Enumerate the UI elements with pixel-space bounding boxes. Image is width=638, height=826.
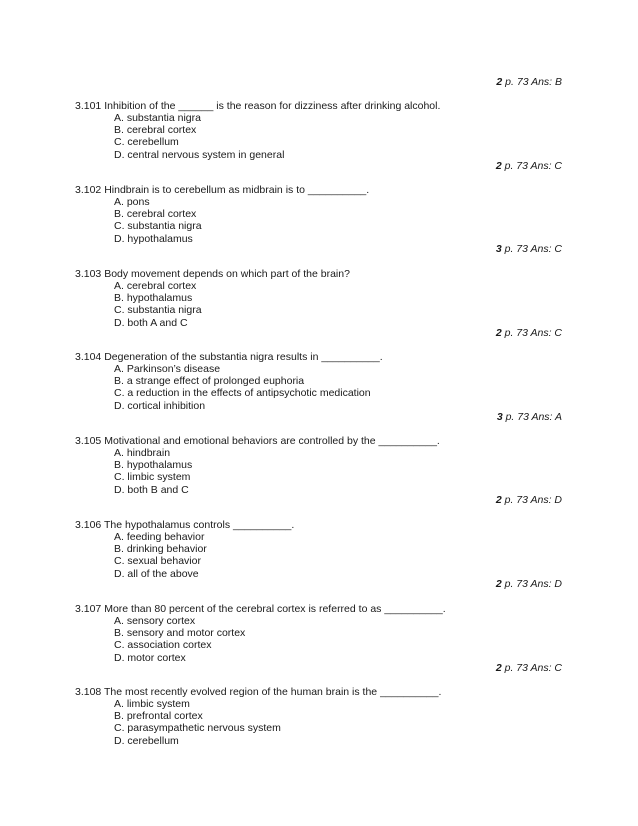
page-answer: p. 73 Ans: C (501, 662, 562, 674)
choice-list (114, 531, 555, 580)
choice-c: C. parasympathetic nervous system (114, 722, 281, 735)
choice-list (114, 363, 555, 412)
question-3-106 (75, 519, 555, 580)
question-stem: 3.102 Hindbrain is to cerebellum as midbrain is to __________. (75, 184, 370, 196)
choice-d: D. cerebellum (114, 734, 179, 747)
answer-meta (496, 327, 562, 339)
choice-b: B. hypothalamus (114, 292, 193, 305)
choice-d: D. hypothalamus (114, 232, 193, 245)
choice-d: D. all of the above (114, 567, 199, 580)
choice-b: B. prefrontal cortex (114, 710, 203, 723)
choice-list (114, 112, 555, 161)
question-stem: 3.106 The hypothalamus controls __________. (75, 519, 295, 531)
choice-c: C. substantia nigra (114, 220, 202, 233)
page-answer: p. 73 Ans: C (501, 327, 562, 339)
question-3-104 (75, 351, 555, 412)
choice-a: A. limbic system (114, 698, 190, 710)
answer-meta (496, 662, 562, 674)
difficulty: 2 (495, 327, 502, 339)
answer-meta (496, 160, 562, 172)
answer-meta (496, 494, 562, 506)
choice-a: A. pons (114, 196, 150, 208)
choice-d: D. central nervous system in general (114, 148, 285, 161)
question-stem: 3.108 The most recently evolved region of the human brain is the __________. (75, 686, 442, 698)
difficulty: 3 (495, 243, 502, 255)
choice-list (114, 698, 555, 747)
choice-a: A. substantia nigra (114, 112, 201, 124)
choice-a: A. Parkinson’s disease (114, 363, 221, 375)
page-answer: p. 73 Ans: D (501, 494, 562, 506)
page-answer: p. 73 Ans: C (501, 243, 562, 255)
difficulty: 3 (496, 411, 503, 423)
choice-a: A. sensory cortex (114, 615, 196, 627)
question-3-105 (75, 435, 555, 496)
question-stem: 3.103 Body movement depends on which part of the brain? (75, 268, 350, 280)
question-stem: 3.107 More than 80 percent of the cerebral cortex is referred to as __________. (75, 603, 446, 615)
answer-meta (496, 76, 562, 88)
question-3-103 (75, 268, 555, 329)
question-3-102 (75, 184, 555, 245)
question-stem: 3.104 Degeneration of the substantia nigra results in __________. (75, 351, 383, 363)
choice-b: B. cerebral cortex (114, 208, 197, 221)
page-answer: p. 73 Ans: C (501, 160, 562, 172)
choice-a: A. cerebral cortex (114, 280, 197, 292)
choice-d: D. both B and C (114, 483, 189, 496)
choice-d: D. motor cortex (114, 651, 186, 664)
choice-b: B. sensory and motor cortex (114, 627, 246, 640)
difficulty: 2 (496, 76, 503, 88)
choice-c: C. sexual behavior (114, 555, 201, 568)
question-3-101 (75, 100, 555, 161)
choice-d: D. both A and C (114, 316, 188, 329)
choice-c: C. cerebellum (114, 136, 179, 149)
difficulty: 2 (495, 662, 502, 674)
choice-a: A. hindbrain (114, 447, 171, 459)
page-answer: p. 73 Ans: B (502, 76, 562, 88)
answer-meta (496, 243, 562, 255)
choice-c: C. a reduction in the effects of antipsychotic medication (114, 387, 371, 400)
page-answer: p. 73 Ans: D (501, 578, 562, 590)
choice-c: C. substantia nigra (114, 304, 202, 317)
choice-a: A. feeding behavior (114, 531, 205, 543)
page-answer: p. 73 Ans: A (502, 411, 562, 423)
choice-c: C. association cortex (114, 639, 212, 652)
choice-list (114, 280, 555, 329)
choice-b: B. a strange effect of prolonged euphoria (114, 375, 305, 388)
choice-b: B. hypothalamus (114, 459, 193, 472)
question-3-107 (75, 603, 555, 664)
difficulty: 2 (495, 160, 502, 172)
choice-list (114, 615, 555, 664)
difficulty: 2 (495, 494, 502, 506)
choice-list (114, 447, 555, 496)
choice-b: B. drinking behavior (114, 543, 207, 556)
choice-d: D. cortical inhibition (114, 399, 206, 412)
answer-meta (496, 578, 562, 590)
choice-list (114, 196, 555, 245)
choice-c: C. limbic system (114, 471, 191, 484)
choice-b: B. cerebral cortex (114, 124, 197, 137)
question-3-108 (75, 686, 555, 747)
question-stem: 3.105 Motivational and emotional behaviors are controlled by the __________. (75, 435, 440, 447)
question-stem: 3.101 Inhibition of the ______ is the reason for dizziness after drinking alcohol. (75, 100, 441, 112)
answer-meta (497, 411, 562, 423)
difficulty: 2 (495, 578, 502, 590)
